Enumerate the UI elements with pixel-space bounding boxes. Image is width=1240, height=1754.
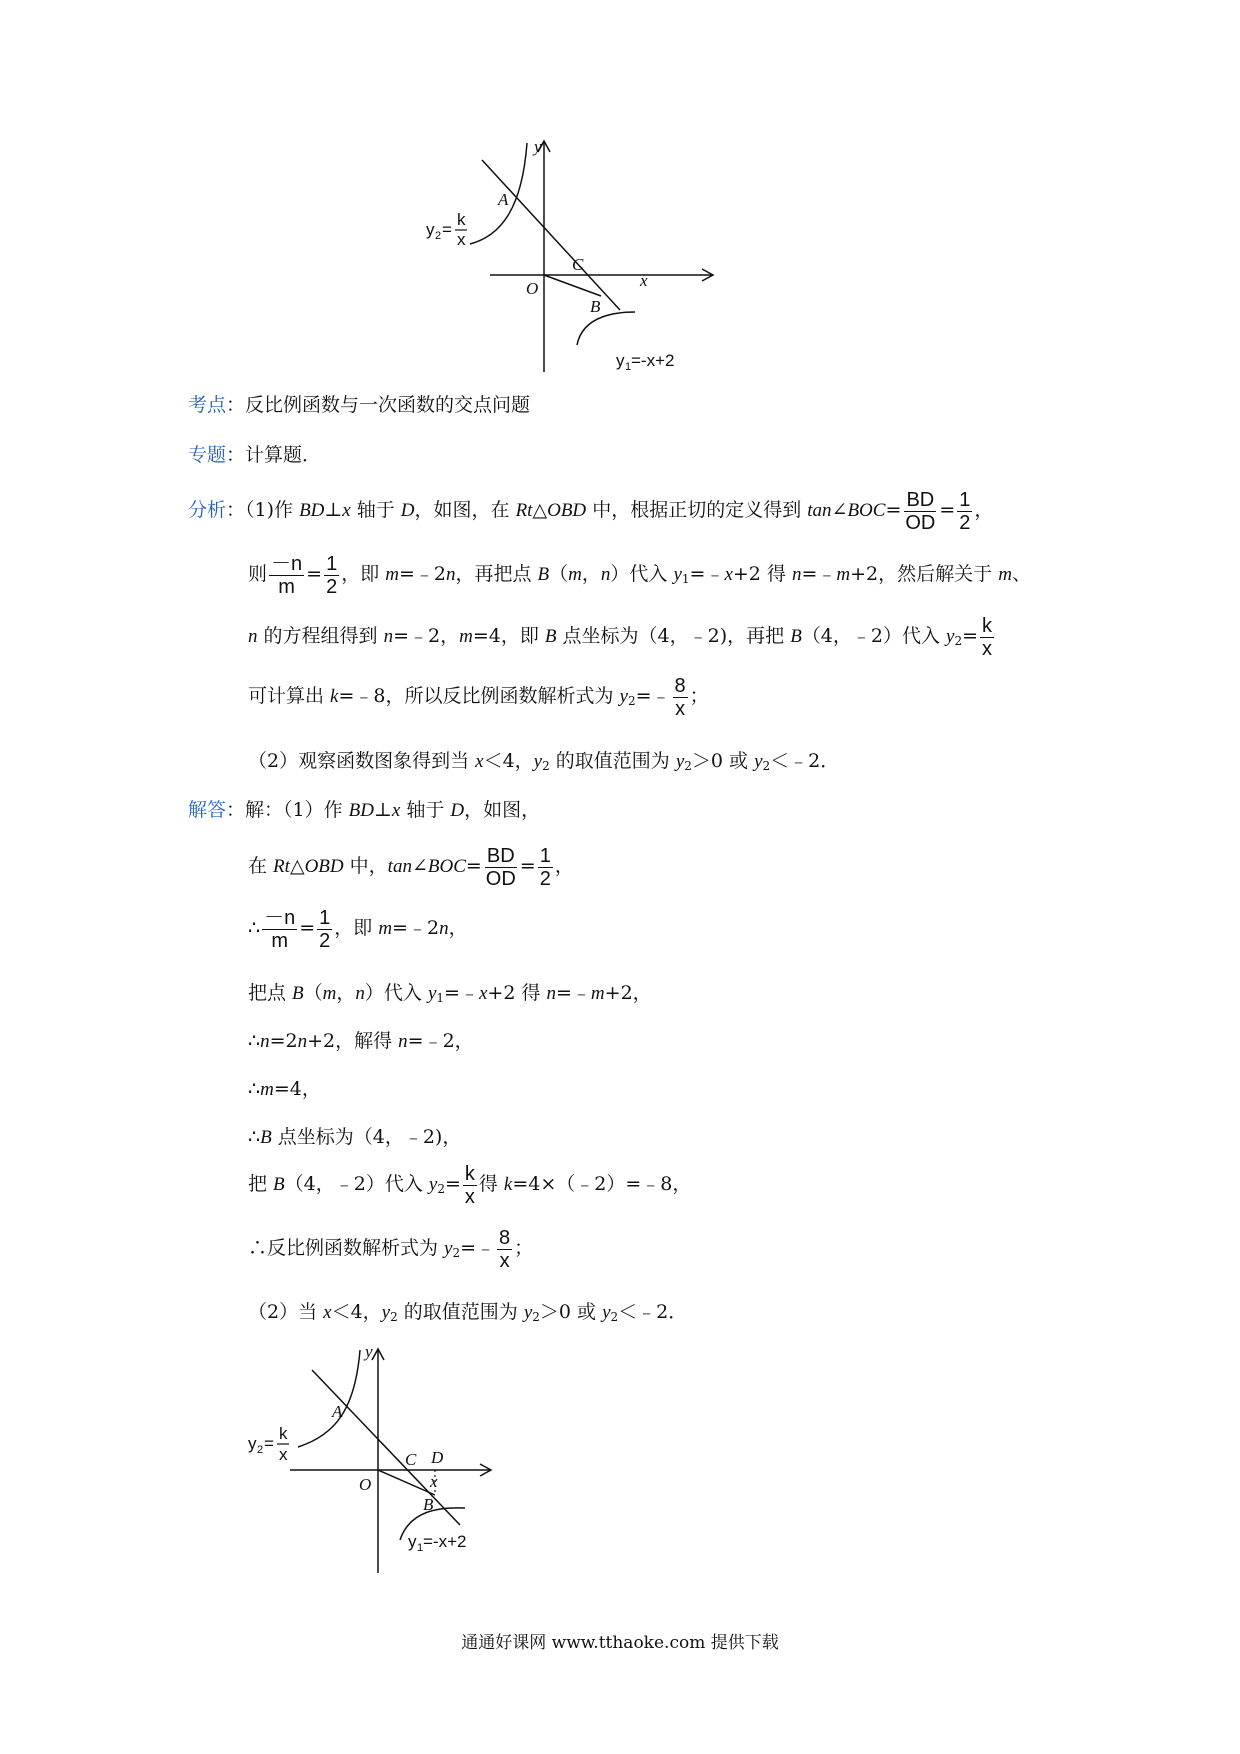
text: =﹣ bbox=[556, 982, 591, 1004]
text: y bbox=[533, 751, 543, 772]
subscript: 2 bbox=[762, 759, 771, 773]
text: ⊥ bbox=[324, 499, 343, 521]
text: OBD bbox=[547, 500, 587, 521]
text: y bbox=[602, 1302, 611, 1323]
hyperbola-branch-lower bbox=[577, 312, 635, 345]
text: =﹣2， bbox=[393, 625, 460, 647]
text: =﹣ bbox=[460, 1237, 496, 1259]
text: ＜4， bbox=[483, 750, 534, 772]
text: ＞0 或 bbox=[691, 750, 755, 772]
subscript: 2 bbox=[452, 1246, 461, 1260]
therefore-symbol: ∴ bbox=[248, 1030, 261, 1052]
denominator: 2 bbox=[319, 929, 331, 952]
segment-ob bbox=[378, 1470, 435, 1495]
fraction-k-x bbox=[463, 1163, 477, 1208]
text: ， bbox=[581, 563, 601, 585]
numerator: 1 bbox=[539, 844, 551, 867]
line-label-rest: =-x+2 bbox=[423, 1532, 467, 1551]
text: = bbox=[939, 499, 956, 521]
fraction-half bbox=[324, 553, 339, 598]
solution-line-6 bbox=[248, 1074, 321, 1105]
numerator: －n bbox=[271, 552, 303, 575]
label-b: B bbox=[423, 1495, 434, 1514]
denominator: m bbox=[278, 575, 295, 598]
kaodian-line bbox=[188, 390, 530, 420]
text: =﹣ bbox=[689, 563, 725, 585]
curve-label-num: k bbox=[279, 1424, 288, 1443]
text: ，如图，在 bbox=[414, 499, 516, 521]
subscript: 1 bbox=[681, 572, 690, 586]
analysis-line-3 bbox=[248, 610, 996, 663]
text: 中，根据正切的定义得到 bbox=[586, 499, 808, 521]
text: 把 bbox=[248, 1173, 274, 1195]
text: B bbox=[260, 1127, 272, 1148]
text: =﹣ bbox=[635, 685, 671, 707]
text: ，即 bbox=[341, 563, 386, 585]
text: n bbox=[600, 564, 611, 585]
text: m bbox=[568, 564, 582, 585]
text: n bbox=[248, 626, 258, 647]
fenxi-label: 分析 bbox=[188, 499, 227, 521]
numerator: 1 bbox=[319, 906, 331, 929]
text: 轴于 bbox=[400, 799, 451, 821]
segment-ob bbox=[544, 275, 601, 296]
numerator: BD bbox=[906, 488, 935, 511]
text: ， bbox=[336, 982, 356, 1004]
curve-label-sub: 2 bbox=[257, 1444, 264, 1456]
label-y: y bbox=[534, 137, 542, 156]
text: m bbox=[385, 564, 399, 585]
text: D bbox=[450, 800, 465, 821]
text: ＜4， bbox=[331, 1301, 382, 1323]
text: = bbox=[444, 1173, 461, 1195]
text: 点坐标为（4，﹣2)，再把 bbox=[556, 625, 791, 647]
text: y bbox=[675, 751, 685, 772]
text: ； bbox=[689, 685, 709, 707]
fraction-bd-od bbox=[484, 845, 518, 890]
solution-line-9 bbox=[248, 1222, 533, 1275]
figure-bottom bbox=[250, 1335, 550, 1585]
text: 点坐标为（4，﹣2)， bbox=[271, 1126, 462, 1148]
curve-label-sub: 2 bbox=[435, 230, 442, 242]
fraction-half bbox=[957, 489, 972, 534]
line-label-y: y bbox=[616, 351, 625, 370]
zhuanti-line bbox=[188, 440, 321, 470]
label-y: y bbox=[365, 1342, 373, 1361]
fraction-k-x bbox=[980, 615, 994, 660]
fraction-8-x bbox=[673, 675, 688, 720]
subscript: 2 bbox=[954, 634, 963, 648]
text: n bbox=[355, 983, 365, 1004]
label-origin: O bbox=[359, 1475, 372, 1494]
text: =﹣8，所以反比例函数解析式为 bbox=[338, 685, 620, 707]
text: ， bbox=[974, 499, 994, 521]
label-c: C bbox=[405, 1450, 417, 1469]
text: n bbox=[445, 564, 456, 585]
line-label-rest: =-x+2 bbox=[631, 351, 675, 370]
text: = bbox=[306, 563, 323, 585]
text: n bbox=[297, 1031, 308, 1052]
text: y bbox=[754, 751, 763, 772]
therefore-symbol: ∴ bbox=[248, 1078, 261, 1100]
subscript: 2 bbox=[532, 1310, 540, 1324]
curve-label-y: y bbox=[426, 220, 435, 239]
label-origin: O bbox=[526, 279, 539, 298]
text: y bbox=[673, 564, 682, 585]
text: ∠ bbox=[831, 499, 848, 521]
text: ⊥ bbox=[373, 799, 392, 821]
label-c: C bbox=[572, 255, 584, 274]
text: y bbox=[444, 1238, 453, 1259]
text: ∠ bbox=[411, 855, 428, 877]
kaodian-text: ：反比例函数与一次函数的交点问题 bbox=[226, 394, 531, 416]
text: 的取值范围为 bbox=[549, 750, 676, 772]
text: m bbox=[378, 918, 393, 939]
text: =﹣2 bbox=[392, 917, 440, 939]
denominator: m bbox=[271, 929, 288, 952]
numerator: 8 bbox=[674, 674, 686, 697]
label-d: D bbox=[431, 1448, 444, 1467]
text: ，再把点 bbox=[455, 563, 538, 585]
text: 的方程组得到 bbox=[257, 625, 384, 647]
subscript: 2 bbox=[542, 759, 550, 773]
curve-label-y: y bbox=[248, 1434, 257, 1453]
label-a: A bbox=[332, 1402, 343, 1421]
text: ）代入 bbox=[364, 982, 428, 1004]
analysis-line-1 bbox=[188, 484, 993, 537]
text: x bbox=[478, 983, 488, 1004]
text: n bbox=[791, 564, 802, 585]
text: 、 bbox=[1011, 563, 1031, 585]
curve-label-num: k bbox=[457, 210, 466, 229]
solution-line-5 bbox=[248, 1026, 474, 1057]
solution-line-2 bbox=[248, 840, 574, 893]
text: 的取值范围为 bbox=[397, 1301, 524, 1323]
fraction-half bbox=[317, 907, 332, 952]
text: = bbox=[519, 855, 536, 877]
label-a: A bbox=[498, 190, 509, 209]
text: y bbox=[619, 686, 628, 707]
text: x bbox=[342, 500, 351, 521]
text: 得 bbox=[478, 1173, 504, 1195]
text: x bbox=[391, 800, 401, 821]
text: = bbox=[885, 499, 902, 521]
line-label-y: y bbox=[408, 1532, 417, 1551]
fraction-8-x bbox=[497, 1227, 512, 1272]
analysis-line-2 bbox=[248, 548, 1031, 601]
text: B bbox=[537, 564, 550, 585]
text: （4，﹣2）代入 bbox=[284, 1173, 429, 1195]
kaodian-label: 考点 bbox=[188, 394, 227, 416]
text: BD bbox=[348, 800, 374, 821]
denominator: x bbox=[675, 697, 686, 720]
line-y1 bbox=[482, 160, 620, 310]
text: =4×（﹣2）=﹣8， bbox=[512, 1173, 692, 1195]
text: =2 bbox=[269, 1030, 298, 1052]
text: ：（1)作 bbox=[226, 499, 300, 521]
text: ∴反比例函数解析式为 bbox=[248, 1237, 445, 1259]
text: △ bbox=[289, 855, 305, 877]
text: （2）观察函数图象得到当 bbox=[248, 750, 476, 772]
text: BD bbox=[299, 500, 325, 521]
text: m bbox=[260, 1079, 274, 1100]
text: （ bbox=[549, 563, 569, 585]
text: 可计算出 bbox=[248, 685, 331, 707]
text: ； bbox=[514, 1237, 534, 1259]
text: n bbox=[546, 983, 556, 1004]
text: ＞0 或 bbox=[539, 1301, 603, 1323]
label-x: x bbox=[430, 1472, 438, 1491]
hyperbola-branch-upper bbox=[298, 1350, 360, 1447]
text: +2，解得 bbox=[307, 1030, 399, 1052]
numerator: BD bbox=[486, 844, 515, 867]
denominator: x bbox=[499, 1249, 510, 1272]
text: ，如图， bbox=[464, 799, 541, 821]
text: ∴ bbox=[248, 917, 261, 939]
subscript: 2 bbox=[437, 1182, 445, 1196]
numerator: 8 bbox=[499, 1226, 511, 1249]
text: △ bbox=[532, 499, 548, 521]
text: y bbox=[946, 626, 955, 647]
numerator: k bbox=[464, 1162, 475, 1185]
text: = bbox=[299, 917, 316, 939]
denominator: OD bbox=[485, 867, 516, 890]
text: 则 bbox=[248, 563, 268, 585]
solution-line-1 bbox=[188, 795, 540, 826]
text: tan bbox=[387, 856, 412, 877]
curve-label-eq: = bbox=[442, 220, 452, 239]
denominator: x bbox=[464, 1185, 475, 1208]
text: ＜﹣2． bbox=[770, 750, 840, 772]
subscript: 2 bbox=[684, 759, 692, 773]
numerator: 1 bbox=[959, 488, 971, 511]
fraction-half bbox=[538, 845, 553, 890]
denominator: x bbox=[982, 637, 993, 660]
zhuanti-label: 专题 bbox=[188, 444, 227, 466]
line-label-sub: 1 bbox=[417, 1542, 424, 1554]
text: ， bbox=[448, 917, 468, 939]
analysis-line-4 bbox=[248, 670, 709, 723]
text: =﹣ bbox=[444, 982, 479, 1004]
text: n bbox=[439, 918, 449, 939]
text: n bbox=[383, 626, 394, 647]
text: y bbox=[381, 1302, 391, 1323]
text: BOC bbox=[427, 856, 466, 877]
text: （2）当 bbox=[248, 1301, 324, 1323]
text: tan bbox=[807, 500, 832, 521]
fraction-neg-n-m bbox=[262, 907, 297, 952]
subscript: 2 bbox=[610, 1310, 619, 1324]
text: = bbox=[465, 855, 482, 877]
text: 轴于 bbox=[350, 499, 401, 521]
jieda-label: 解答 bbox=[188, 799, 227, 821]
solution-line-7 bbox=[248, 1122, 461, 1153]
text: （4，﹣2）代入 bbox=[801, 625, 947, 647]
text: ， bbox=[554, 855, 574, 877]
text: （ bbox=[303, 982, 323, 1004]
denominator: 2 bbox=[959, 511, 971, 534]
text: m bbox=[998, 564, 1012, 585]
text: ，即 bbox=[334, 917, 379, 939]
text: m bbox=[322, 983, 337, 1004]
text: ：解：（1）作 bbox=[226, 799, 349, 821]
line-label-sub: 1 bbox=[625, 361, 632, 373]
text: +2，然后解关于 bbox=[850, 563, 999, 585]
text: = bbox=[962, 625, 979, 647]
page-footer: 通通好课网 www.tthaoke.com 提供下载 bbox=[461, 1633, 779, 1653]
denominator: 2 bbox=[539, 867, 551, 890]
analysis-line-5 bbox=[248, 746, 839, 777]
figure-top bbox=[426, 137, 770, 380]
text: =4，即 bbox=[472, 625, 545, 647]
subscript: 2 bbox=[627, 694, 636, 708]
curve-label-den: x bbox=[457, 230, 466, 249]
text: =﹣2， bbox=[407, 1030, 474, 1052]
subscript: 2 bbox=[390, 1310, 398, 1324]
text: =﹣ bbox=[801, 563, 837, 585]
solution-line-3 bbox=[248, 902, 468, 955]
text: Rt bbox=[515, 500, 533, 521]
numerator: k bbox=[982, 614, 993, 637]
text: +2， bbox=[604, 982, 652, 1004]
text: B bbox=[544, 626, 557, 647]
text: m bbox=[590, 983, 605, 1004]
text: +2 得 bbox=[487, 982, 547, 1004]
text: ＜﹣2． bbox=[618, 1301, 688, 1323]
denominator: OD bbox=[905, 511, 936, 534]
solution-line-8 bbox=[248, 1158, 691, 1211]
solution-line-10 bbox=[248, 1297, 687, 1328]
text: y bbox=[427, 983, 437, 1004]
text: y bbox=[523, 1302, 533, 1323]
text: x bbox=[475, 751, 484, 772]
subscript: 1 bbox=[436, 991, 445, 1005]
curve-label-eq: = bbox=[264, 1434, 274, 1453]
zhuanti-text: ：计算题． bbox=[226, 444, 322, 466]
text: n bbox=[260, 1031, 270, 1052]
text: OBD bbox=[304, 856, 344, 877]
text: B bbox=[790, 626, 802, 647]
text: BOC bbox=[847, 500, 886, 521]
text: +2 得 bbox=[732, 563, 792, 585]
text: 在 bbox=[248, 855, 274, 877]
text: D bbox=[400, 500, 415, 521]
text: y bbox=[428, 1174, 438, 1195]
numerator: －n bbox=[264, 906, 296, 929]
text: x bbox=[724, 564, 733, 585]
solution-line-4 bbox=[248, 978, 652, 1009]
text: k bbox=[503, 1174, 513, 1195]
text: m bbox=[459, 626, 473, 647]
text: m bbox=[836, 564, 851, 585]
text: B bbox=[273, 1174, 285, 1195]
text: 中， bbox=[343, 855, 388, 877]
text: =4， bbox=[273, 1078, 321, 1100]
fraction-bd-od bbox=[903, 489, 937, 534]
curve-label-den: x bbox=[279, 1445, 288, 1464]
text: B bbox=[292, 983, 304, 1004]
numerator: 1 bbox=[326, 552, 338, 575]
text: Rt bbox=[273, 856, 290, 877]
label-b: B bbox=[590, 297, 601, 316]
denominator: 2 bbox=[326, 575, 338, 598]
text: k bbox=[330, 686, 339, 707]
therefore-symbol: ∴ bbox=[248, 1126, 261, 1148]
fraction-neg-n-m bbox=[269, 553, 304, 598]
text: x bbox=[323, 1302, 332, 1323]
label-x: x bbox=[640, 271, 648, 290]
text: =﹣2 bbox=[398, 563, 446, 585]
text: 把点 bbox=[248, 982, 293, 1004]
text: ）代入 bbox=[610, 563, 674, 585]
text: n bbox=[398, 1031, 408, 1052]
